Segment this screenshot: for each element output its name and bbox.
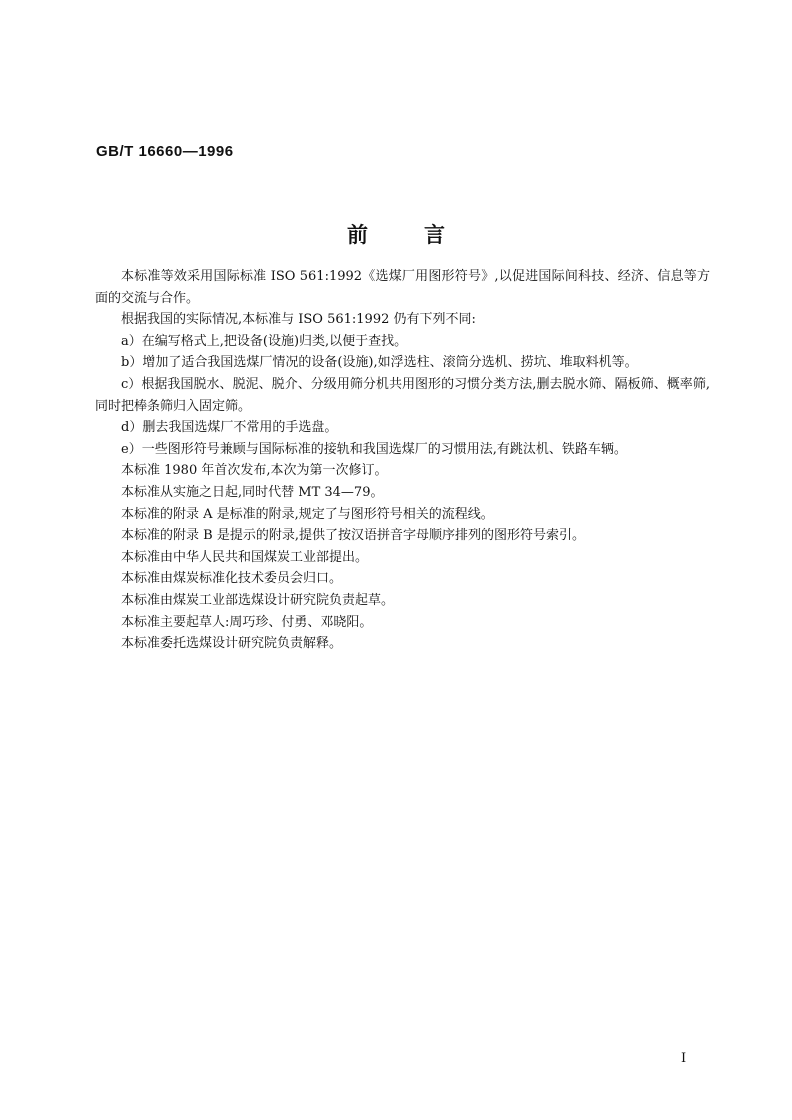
list-item-a: a）在编写格式上,把设备(设施)归类,以便于查找。 bbox=[121, 333, 408, 349]
paragraph-drafters: 本标准主要起草人:周巧珍、付勇、邓晓阳。 bbox=[121, 614, 373, 630]
paragraph-proposed-by: 本标准由中华人民共和国煤炭工业部提出。 bbox=[121, 549, 369, 565]
list-item-b: b）增加了适合我国选煤厂情况的设备(设施),如浮选柱、滚筒分选机、捞坑、堆取料机等。 bbox=[121, 355, 638, 371]
standard-code: GB/T 16660—1996 bbox=[96, 143, 234, 160]
paragraph-interpretation: 本标准委托选煤设计研究院负责解释。 bbox=[121, 636, 343, 652]
foreword-body bbox=[95, 266, 710, 655]
page-title: 前言 bbox=[347, 223, 501, 247]
paragraph-adoption: 本标准等效采用国际标准 ISO 561:1992《选煤厂用图形符号》,以促进国际间科技、经济、信息等方面的交流与合作。 bbox=[95, 269, 710, 306]
page-number: I bbox=[681, 1051, 687, 1066]
paragraph-annex-a: 本标准的附录 A 是标准的附录,规定了与图形符号相关的流程线。 bbox=[121, 506, 494, 522]
list-item-e: e）一些图形符号兼顾与国际标准的接轨和我国选煤厂的习惯用法,有跳汰机、铁路车辆。 bbox=[121, 441, 627, 457]
list-item-c: c）根据我国脱水、脱泥、脱介、分级用筛分机共用图形的习惯分类方法,删去脱水筛、隔板筛、概率筛,同时把棒条筛归入固定筛。 bbox=[95, 376, 710, 414]
paragraph-centralized-by: 本标准由煤炭标准化技术委员会归口。 bbox=[121, 571, 343, 587]
paragraph-drafted-by: 本标准由煤炭工业部选煤设计研究院负责起草。 bbox=[121, 592, 395, 608]
list-item-d: d）删去我国选煤厂不常用的手选盘。 bbox=[121, 420, 338, 436]
paragraph-differences-intro: 根据我国的实际情况,本标准与 ISO 561:1992 仍有下列不同: bbox=[121, 312, 476, 328]
paragraph-first-issue: 本标准 1980 年首次发布,本次为第一次修订。 bbox=[121, 463, 388, 479]
paragraph-annex-b: 本标准的附录 B 是提示的附录,提供了按汉语拼音字母顺序排列的图形符号索引。 bbox=[121, 528, 585, 544]
paragraph-replaces: 本标准从实施之日起,同时代替 MT 34—79。 bbox=[121, 484, 384, 500]
